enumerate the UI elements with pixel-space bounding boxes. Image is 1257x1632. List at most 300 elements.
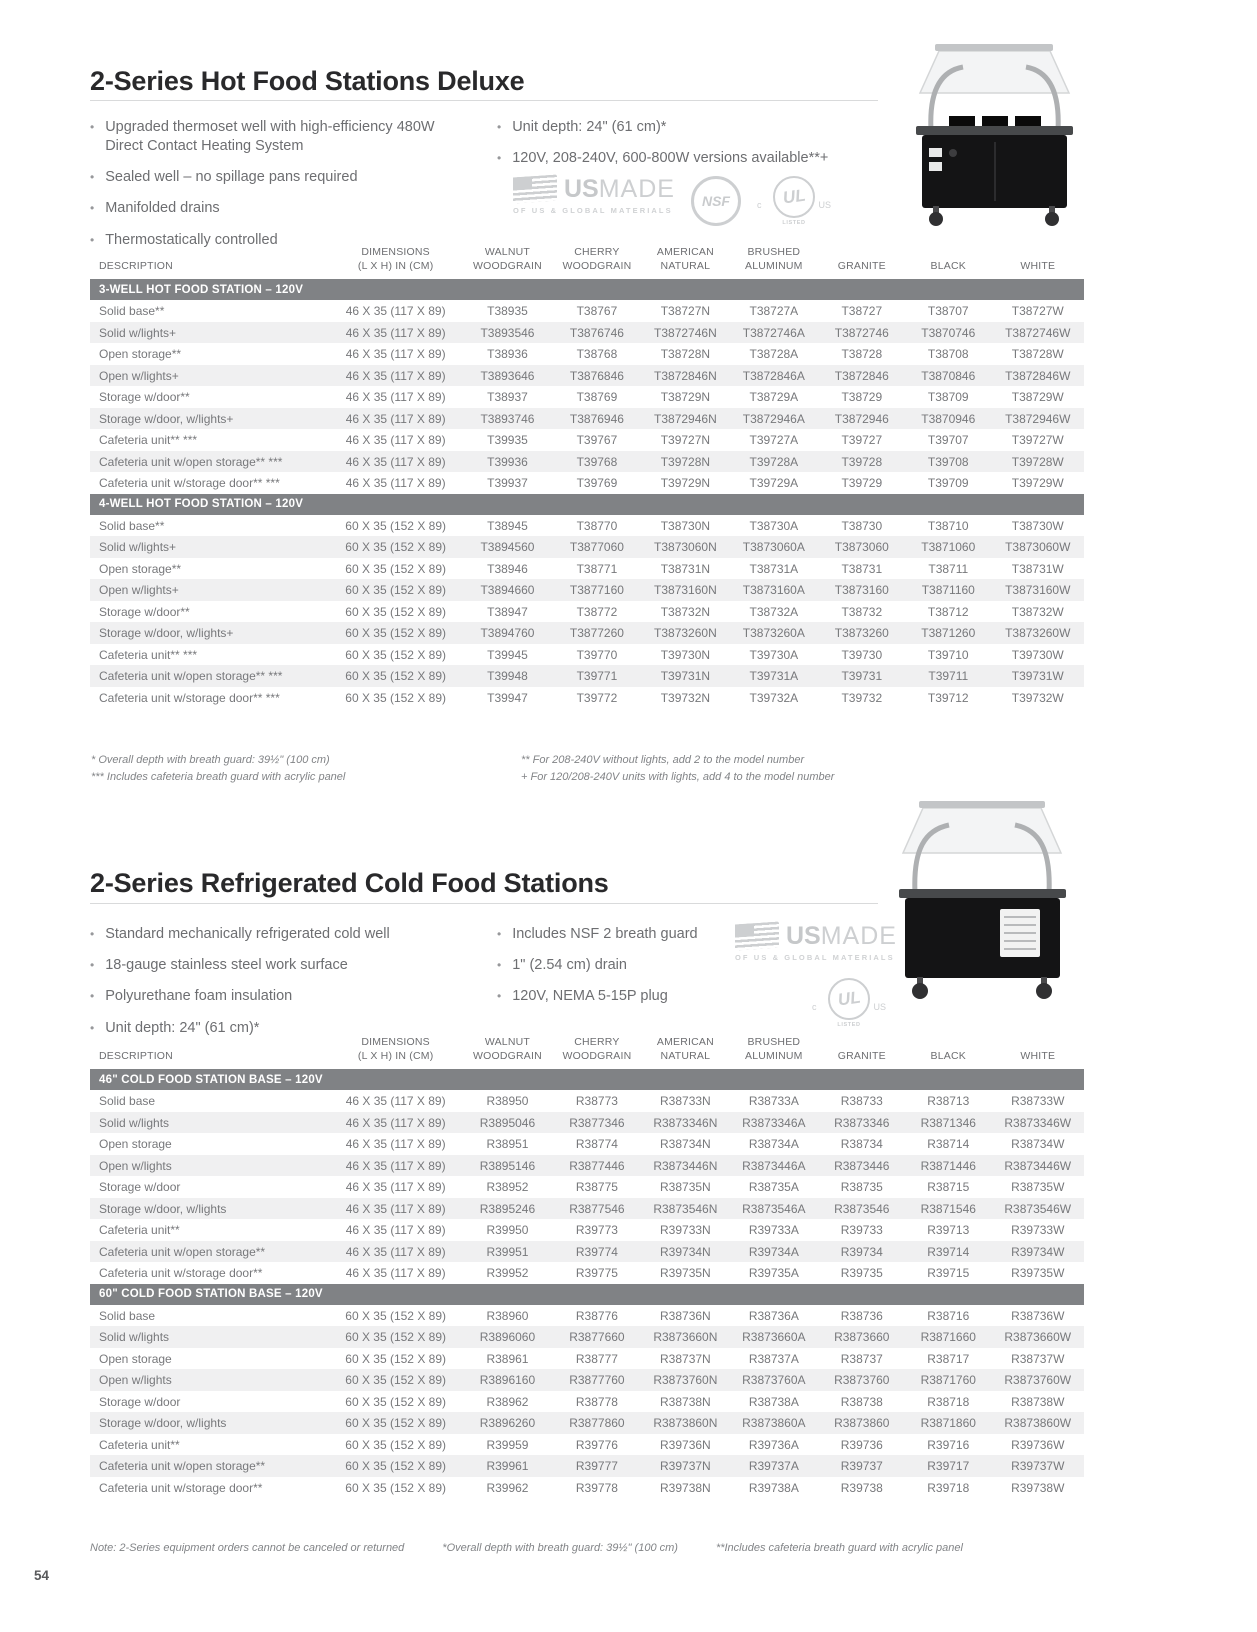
model-number: T39936	[463, 451, 552, 473]
model-number: R38734A	[748, 1137, 799, 1152]
model-number: T3893546	[463, 322, 552, 344]
row-description: Cafeteria unit w/storage door** ***	[99, 690, 280, 705]
model-number: R39736	[840, 1437, 883, 1452]
model-number: R38952	[486, 1180, 529, 1195]
hot-footnotes-right	[521, 752, 941, 786]
row-description: Cafeteria unit** ***	[99, 433, 198, 448]
model-number: R3871660	[905, 1326, 991, 1348]
model-number: T39770	[576, 647, 618, 662]
model-number: T39730	[841, 647, 883, 662]
model-number: T39769	[576, 476, 618, 491]
bullet-text: 18-gauge stainless steel work surface	[105, 957, 348, 974]
feature-bullet	[90, 1019, 470, 1038]
bullet-text: 120V, 208-240V, 600-800W versions available**+	[512, 150, 829, 167]
model-number: R38738A	[748, 1394, 799, 1409]
column-header: BRUSHED ALUMINUM	[745, 1036, 803, 1062]
model-number: T38947	[487, 604, 528, 619]
model-number: T39767	[576, 433, 618, 448]
row-dimensions: 60 X 35 (152 X 89)	[345, 561, 446, 576]
row-dimensions: 46 X 35 (117 X 89)	[345, 433, 446, 448]
title-divider	[90, 100, 878, 101]
footnote: Note: 2-Series equipment orders cannot be canceled or returned	[90, 1542, 405, 1554]
model-number: R3873346	[819, 1112, 905, 1134]
model-number: T39730N	[660, 647, 711, 662]
model-number: T39771	[552, 665, 641, 687]
model-number: T39727A	[749, 433, 799, 448]
bullet-text: Polyurethane foam insulation	[105, 988, 293, 1005]
table-row	[90, 1090, 1084, 1112]
model-number: T38732W	[1011, 604, 1064, 619]
model-number: T39729A	[749, 476, 799, 491]
model-number: R38737N	[660, 1351, 711, 1366]
row-dimensions: 60 X 35 (152 X 89)	[329, 579, 463, 601]
usmade-us-text: US	[564, 174, 599, 203]
model-number: R38737A	[748, 1351, 799, 1366]
bullet-icon: •	[90, 958, 95, 973]
ul-c-mark: c	[756, 200, 762, 210]
model-number: R38716	[927, 1308, 970, 1323]
model-number: T3870946	[905, 408, 991, 430]
row-description: Storage w/door, w/lights	[90, 1198, 329, 1220]
us-flag-icon	[513, 174, 557, 203]
model-number: T38727W	[1011, 304, 1064, 319]
feature-bullet	[497, 987, 757, 1006]
row-description: Open w/lights+	[90, 365, 329, 387]
row-description: Open storage	[99, 1351, 172, 1366]
model-number: T39945	[487, 647, 528, 662]
table-row	[90, 1348, 1084, 1370]
column-header: DIMENSIONS (L X H) IN (CM)	[357, 246, 434, 272]
cold-bullets-right	[497, 925, 757, 1019]
model-number: R38733	[840, 1094, 883, 1109]
model-number: T3877160	[552, 579, 641, 601]
model-number: T38729N	[660, 390, 711, 405]
model-number: R3873346N	[642, 1112, 729, 1134]
model-number: R39714	[905, 1241, 991, 1263]
model-number: R38774	[575, 1137, 618, 1152]
cold-section-title: 2-Series Refrigerated Cold Food Stations	[90, 868, 609, 899]
model-number: R38776	[575, 1308, 618, 1323]
row-dimensions: 60 X 35 (152 X 89)	[345, 1394, 446, 1409]
model-number: R39718	[927, 1480, 970, 1495]
model-number: R3873860A	[729, 1412, 818, 1434]
model-number: R39959	[486, 1437, 529, 1452]
model-number: R39736W	[1011, 1437, 1065, 1452]
model-number: R39737W	[992, 1455, 1085, 1477]
row-dimensions: 60 X 35 (152 X 89)	[329, 1455, 463, 1477]
row-dimensions: 60 X 35 (152 X 89)	[345, 604, 446, 619]
model-number: R3877860	[552, 1412, 641, 1434]
model-number: R3873660	[819, 1326, 905, 1348]
row-dimensions: 46 X 35 (117 X 89)	[329, 322, 463, 344]
column-header: WHITE	[1020, 1049, 1056, 1062]
row-description: Storage w/door, w/lights+	[90, 408, 329, 430]
model-number: R38951	[486, 1137, 529, 1152]
model-number: R38777	[575, 1351, 618, 1366]
model-number: R3871546	[905, 1198, 991, 1220]
feature-bullet	[497, 118, 887, 137]
ul-us-mark: US	[818, 200, 831, 210]
usmade-subtext: OF US & GLOBAL MATERIALS	[513, 206, 673, 215]
model-number: R3877760	[552, 1369, 641, 1391]
table-row	[90, 1198, 1084, 1220]
us-made-logo	[513, 176, 675, 215]
row-dimensions: 46 X 35 (117 X 89)	[345, 347, 446, 362]
row-description: Open w/lights+	[90, 579, 329, 601]
model-number: R38734N	[660, 1137, 711, 1152]
model-number: T3873160N	[642, 579, 729, 601]
model-number: R39737	[819, 1455, 905, 1477]
model-number: R3873446W	[992, 1155, 1085, 1177]
row-dimensions: 46 X 35 (117 X 89)	[329, 1198, 463, 1220]
model-number: R39733W	[1011, 1223, 1065, 1238]
row-description: Open w/lights	[90, 1155, 329, 1177]
bullet-text: Standard mechanically refrigerated cold well	[105, 926, 390, 942]
model-number: T38769	[576, 390, 618, 405]
bullet-icon: •	[90, 232, 95, 247]
model-number: T38945	[487, 518, 528, 533]
model-number: R3877446	[552, 1155, 641, 1177]
row-description: Solid w/lights	[90, 1326, 329, 1348]
row-description: Solid base	[99, 1308, 156, 1323]
model-number: T38729	[841, 390, 883, 405]
feature-bullet	[497, 149, 887, 168]
model-number: R39735N	[660, 1266, 711, 1281]
model-number: R3873860	[819, 1412, 905, 1434]
row-description: Cafeteria unit w/open storage**	[90, 1455, 329, 1477]
model-number: R38713	[927, 1094, 970, 1109]
model-number: T39732N	[660, 690, 711, 705]
model-number: R38775	[575, 1180, 618, 1195]
model-number: R3873860W	[992, 1412, 1085, 1434]
model-number: R3873760W	[992, 1369, 1085, 1391]
column-header: AMERICAN NATURAL	[656, 1036, 714, 1062]
model-number: R39734N	[642, 1241, 729, 1263]
model-number: R3873546N	[642, 1198, 729, 1220]
model-number: R38960	[486, 1308, 529, 1323]
model-number: T38772	[576, 604, 618, 619]
model-number: R39734A	[729, 1241, 818, 1263]
bullet-text: Upgraded thermoset well with high-efficiency 480W Direct Contact Heating System	[105, 119, 435, 155]
feature-bullet	[90, 987, 470, 1006]
table-row	[90, 644, 1084, 666]
table-row	[90, 1133, 1084, 1155]
model-number: T39732A	[749, 690, 799, 705]
row-description: Cafeteria unit w/open storage** ***	[90, 665, 329, 687]
model-number: T3873060W	[992, 536, 1085, 558]
row-dimensions: 60 X 35 (152 X 89)	[345, 647, 446, 662]
model-number: R38734W	[1011, 1137, 1065, 1152]
table-section-row	[90, 1069, 1084, 1090]
model-number: T3872846	[819, 365, 905, 387]
row-description: Solid w/lights+	[90, 536, 329, 558]
feature-bullet	[497, 925, 757, 944]
ul-letters: UL	[781, 185, 807, 208]
table-row	[90, 536, 1084, 558]
model-number: R3873860N	[642, 1412, 729, 1434]
row-dimensions: 46 X 35 (117 X 89)	[345, 1094, 446, 1109]
model-number: R3877546	[552, 1198, 641, 1220]
model-number: R3873546W	[992, 1198, 1085, 1220]
model-number: R39775	[575, 1266, 618, 1281]
feature-bullet	[90, 118, 450, 156]
model-number: T39729W	[1011, 476, 1064, 491]
model-number: T3876746	[552, 322, 641, 344]
ul-logo	[757, 176, 831, 226]
model-number: R39733N	[660, 1223, 711, 1238]
row-description: Cafeteria unit w/open storage**	[90, 1241, 329, 1263]
model-number: R3896160	[463, 1369, 552, 1391]
table-section-header: 46" COLD FOOD STATION BASE – 120V	[90, 1069, 1084, 1090]
row-dimensions: 46 X 35 (117 X 89)	[329, 1112, 463, 1134]
hot-footnotes-left	[91, 752, 511, 786]
row-dimensions: 46 X 35 (117 X 89)	[329, 1155, 463, 1177]
ul-us-mark: US	[873, 1002, 886, 1012]
model-number: R39738A	[748, 1480, 799, 1495]
row-dimensions: 46 X 35 (117 X 89)	[329, 365, 463, 387]
model-number: T38709	[927, 390, 969, 405]
model-number: T39709	[927, 476, 969, 491]
ul-listed-text: LISTED	[837, 1022, 861, 1028]
row-dimensions: 46 X 35 (117 X 89)	[345, 1266, 446, 1281]
model-number: R38717	[927, 1351, 970, 1366]
model-number: T38707	[927, 304, 969, 319]
row-dimensions: 60 X 35 (152 X 89)	[345, 1480, 446, 1495]
model-number: T3893646	[463, 365, 552, 387]
model-number: R3871860	[905, 1412, 991, 1434]
model-number: R38737	[840, 1351, 883, 1366]
model-number: T38727N	[660, 304, 711, 319]
model-number: R3871446	[905, 1155, 991, 1177]
model-number: R39735	[840, 1266, 883, 1281]
table-row	[90, 1326, 1084, 1348]
column-header: WALNUT WOODGRAIN	[473, 1036, 542, 1062]
model-number: T39730A	[749, 647, 799, 662]
model-number: R39777	[552, 1455, 641, 1477]
model-number: R39738W	[1011, 1480, 1065, 1495]
model-number: R38735A	[748, 1180, 799, 1195]
model-number: R3877660	[552, 1326, 641, 1348]
row-description: Cafeteria unit** ***	[99, 647, 198, 662]
row-description: Solid w/lights	[90, 1112, 329, 1134]
model-number: T38728A	[749, 347, 799, 362]
model-number: R3896060	[463, 1326, 552, 1348]
model-number: T38935	[487, 304, 528, 319]
model-number: R39962	[486, 1480, 529, 1495]
model-number: T3872746	[819, 322, 905, 344]
model-number: T39727N	[660, 433, 711, 448]
table-row	[90, 1391, 1084, 1413]
model-number: T3872946W	[992, 408, 1085, 430]
model-number: R38738W	[1011, 1394, 1065, 1409]
model-number: T39731W	[992, 665, 1085, 687]
model-number: T39710	[927, 647, 969, 662]
hot-bullets-left	[90, 118, 450, 262]
model-number: T39728W	[992, 451, 1085, 473]
row-description: Solid base**	[99, 304, 165, 319]
model-number: R38733A	[748, 1094, 799, 1109]
table-row	[90, 622, 1084, 644]
model-number: T3873260N	[642, 622, 729, 644]
footnote: ** For 208-240V without lights, add 2 to the model number	[521, 754, 805, 766]
model-number: T39732W	[1011, 690, 1064, 705]
model-number: R3873546A	[729, 1198, 818, 1220]
model-number: T38768	[576, 347, 618, 362]
table-section-header: 60" COLD FOOD STATION BASE – 120V	[90, 1284, 1084, 1305]
row-description: Storage w/door**	[99, 604, 190, 619]
model-number: R39735W	[1011, 1266, 1065, 1281]
model-number: T39707	[927, 433, 969, 448]
bullet-text: Sealed well – no spillage pans required	[105, 169, 358, 186]
model-number: R39716	[927, 1437, 970, 1452]
model-number: R39951	[463, 1241, 552, 1263]
model-number: R39738	[840, 1480, 883, 1495]
row-dimensions: 60 X 35 (152 X 89)	[345, 1351, 446, 1366]
model-number: R39737A	[729, 1455, 818, 1477]
model-number: R3871346	[905, 1112, 991, 1134]
hot-certification-logos	[513, 176, 831, 226]
model-number: T3894560	[463, 536, 552, 558]
model-number: R3873546	[819, 1198, 905, 1220]
table-row	[90, 515, 1084, 537]
table-row	[90, 451, 1084, 473]
footnote: + For 120/208-240V units with lights, add 4 to the model number	[521, 771, 835, 784]
table-section-header: 4-WELL HOT FOOD STATION – 120V	[90, 494, 1084, 515]
model-number: T38937	[487, 390, 528, 405]
model-number: T39732	[841, 690, 883, 705]
model-number: T3870846	[905, 365, 991, 387]
model-number: T38727A	[749, 304, 799, 319]
row-dimensions: 46 X 35 (117 X 89)	[345, 390, 446, 405]
model-number: T39772	[576, 690, 618, 705]
row-dimensions: 46 X 35 (117 X 89)	[345, 1137, 446, 1152]
model-number: T39729	[841, 476, 883, 491]
model-number: T3872746W	[992, 322, 1085, 344]
column-header: DESCRIPTION	[99, 1049, 173, 1062]
model-number: R38737W	[1011, 1351, 1065, 1366]
model-number: T3872746A	[729, 322, 818, 344]
bullet-icon: •	[497, 927, 502, 941]
cold-food-stations-table	[90, 1036, 1084, 1498]
row-description: Open storage	[99, 1137, 172, 1152]
row-description: Solid base	[99, 1094, 156, 1109]
bullet-icon: •	[497, 989, 502, 1004]
model-number: T39708	[905, 451, 991, 473]
row-dimensions: 60 X 35 (152 X 89)	[329, 622, 463, 644]
bullet-text: Unit depth: 24" (61 cm)*	[105, 1019, 260, 1036]
model-number: T3872946	[819, 408, 905, 430]
feature-bullet	[90, 925, 470, 944]
model-number: T38731A	[749, 561, 799, 576]
row-dimensions: 60 X 35 (152 X 89)	[329, 1369, 463, 1391]
model-number: T39730W	[1011, 647, 1064, 662]
row-dimensions: 60 X 35 (152 X 89)	[345, 1437, 446, 1452]
model-number: T38946	[487, 561, 528, 576]
bullet-icon: •	[90, 989, 95, 1004]
row-description: Storage w/door	[99, 1180, 181, 1195]
model-number: T38771	[576, 561, 618, 576]
model-number: T3873060N	[642, 536, 729, 558]
bullet-text: Thermostatically controlled	[105, 231, 278, 248]
table-row	[90, 408, 1084, 430]
model-number: R39734W	[992, 1241, 1085, 1263]
row-dimensions: 46 X 35 (117 X 89)	[345, 304, 446, 319]
title-divider	[90, 903, 878, 904]
usmade-subtext: OF US & GLOBAL MATERIALS	[735, 953, 895, 962]
model-number: R39736N	[660, 1437, 711, 1452]
model-number: R39952	[486, 1266, 529, 1281]
column-header: CHERRY WOODGRAIN	[562, 1036, 632, 1062]
model-number: T3873060A	[729, 536, 818, 558]
model-number: R38961	[486, 1351, 529, 1366]
model-number: R39773	[575, 1223, 618, 1238]
model-number: R38736N	[660, 1308, 711, 1323]
bullet-icon: •	[497, 958, 502, 973]
bottom-note	[90, 1542, 963, 1554]
model-number: T39731N	[642, 665, 729, 687]
model-number: R38736A	[748, 1308, 799, 1323]
row-description: Open storage**	[99, 347, 182, 362]
table-row	[90, 1219, 1084, 1241]
model-number: T3893746	[463, 408, 552, 430]
row-description: Cafeteria unit**	[99, 1437, 180, 1452]
table-row	[90, 1455, 1084, 1477]
model-number: R38738	[840, 1394, 883, 1409]
model-number: T38730	[841, 518, 883, 533]
model-number: T38729A	[749, 390, 799, 405]
model-number: R38733W	[1011, 1094, 1065, 1109]
table-row	[90, 343, 1084, 365]
model-number: T3873260W	[992, 622, 1085, 644]
model-number: R38735W	[1011, 1180, 1065, 1195]
table-row	[90, 1112, 1084, 1134]
row-dimensions: 46 X 35 (117 X 89)	[345, 476, 446, 491]
column-header: DESCRIPTION	[99, 259, 173, 272]
row-description: Cafeteria unit w/open storage** ***	[90, 451, 329, 473]
model-number: T38730N	[660, 518, 711, 533]
model-number: R39736A	[748, 1437, 799, 1452]
model-number: R38950	[486, 1094, 529, 1109]
model-number: T39712	[927, 690, 969, 705]
row-description: Storage w/door	[99, 1394, 181, 1409]
row-description: Cafeteria unit**	[99, 1223, 180, 1238]
row-description: Cafeteria unit w/storage door**	[99, 1480, 263, 1495]
model-number: R39735A	[748, 1266, 799, 1281]
table-section-header: 3-WELL HOT FOOD STATION – 120V	[90, 279, 1084, 300]
bullet-text: Includes NSF 2 breath guard	[512, 926, 698, 942]
model-number: R38735	[840, 1180, 883, 1195]
table-row	[90, 558, 1084, 580]
model-number: R38773	[575, 1094, 618, 1109]
ul-listed-text: LISTED	[782, 220, 806, 226]
table-section-row	[90, 1284, 1084, 1305]
model-number: R3871760	[905, 1369, 991, 1391]
table-row	[90, 429, 1084, 451]
model-number: T3872946A	[729, 408, 818, 430]
model-number: T3877060	[552, 536, 641, 558]
model-number: T3871060	[905, 536, 991, 558]
feature-bullet	[90, 168, 450, 187]
row-dimensions: 46 X 35 (117 X 89)	[329, 1241, 463, 1263]
model-number: R39961	[463, 1455, 552, 1477]
model-number: T38732A	[749, 604, 799, 619]
row-dimensions: 60 X 35 (152 X 89)	[329, 665, 463, 687]
hot-bullets-right	[497, 118, 887, 180]
model-number: R3873760A	[729, 1369, 818, 1391]
usmade-made-text: MADE	[598, 174, 675, 203]
row-description: Storage w/door, w/lights	[90, 1412, 329, 1434]
row-dimensions: 46 X 35 (117 X 89)	[329, 451, 463, 473]
